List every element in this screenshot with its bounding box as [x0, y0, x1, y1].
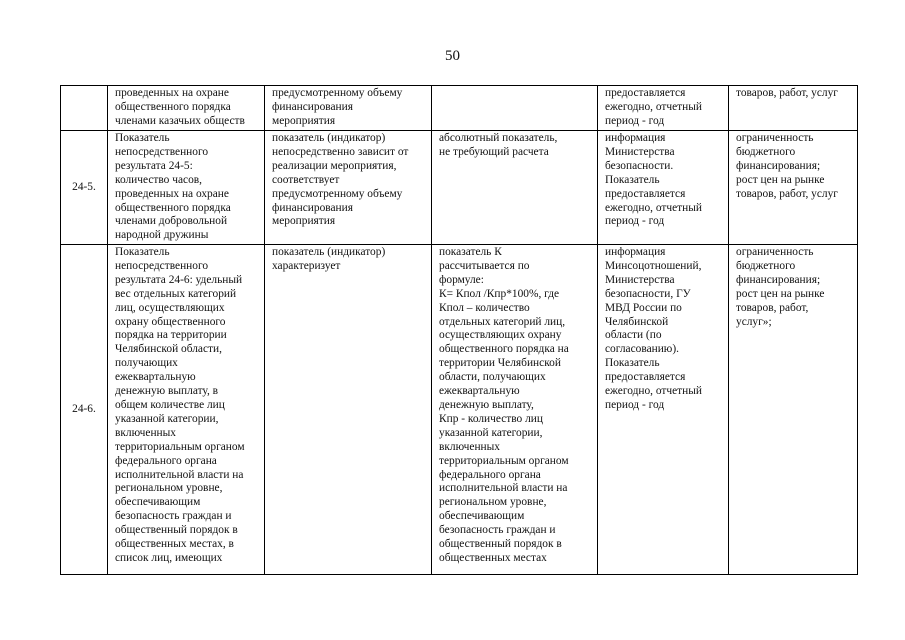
- indicator-cell: проведенных на охране общественного порядка членами казачьих обществ: [108, 86, 265, 131]
- risks-cell: ограниченность бюджетного финансирования; рост цен на рынке товаров, работ, услуг»;: [729, 245, 858, 575]
- source-cell: информация Министерства безопасности. Показатель предоставляется ежегодно, отчетный период - год: [598, 131, 729, 245]
- row-number-cell: 24-6.: [61, 245, 108, 575]
- indicator-cell: Показатель непосредственного результата 24-6: удельный вес отдельных категорий лиц, осуществляющих охрану общественного порядка на территории Челябинской области, получающих ежеквартальную денежную выплату, в общем количестве лиц указанной категории, включенных территориальным органом федерального органа исполнительной власти на региональном уровне, обеспечивающим безопасность граждан и общественный порядок в общественных местах, в список лиц, имеющих: [108, 245, 265, 575]
- row-number-cell: 24-5.: [61, 131, 108, 245]
- source-cell: предоставляется ежегодно, отчетный период - год: [598, 86, 729, 131]
- source-cell: информация Минсоцотношений, Министерства безопасности, ГУ МВД России по Челябинской области (по согласованию). Показатель предоставляется ежегодно, отчетный период - год: [598, 245, 729, 575]
- description-cell: предусмотренному объему финансирования мероприятия: [265, 86, 432, 131]
- table-row: [61, 245, 858, 575]
- table-row: [61, 131, 858, 245]
- description-cell: показатель (индикатор) характеризует: [265, 245, 432, 575]
- indicator-cell: Показатель непосредственного результата 24-5: количество часов, проведенных на охране общественного порядка членами добровольной народной дружины: [108, 131, 265, 245]
- page-number: 50: [445, 48, 460, 64]
- table-row: [61, 86, 858, 131]
- method-cell: показатель К рассчитывается по формуле: К= Кпол /Кпр*100%, где Кпол – количество отдельных категорий лиц, осуществляющих охрану общественного порядка на территории Челябинской области, получающих ежеквартальную денежную выплату, Кпр - количество лиц указанной категории, включенных территориальным органом федерального органа исполнительной власти на региональном уровне, обеспечивающим безопасность граждан и общественный порядок в общественных местах: [432, 245, 598, 575]
- indicators-table: [60, 85, 858, 575]
- row-number-cell: [61, 86, 108, 131]
- risks-cell: ограниченность бюджетного финансирования; рост цен на рынке товаров, работ, услуг: [729, 131, 858, 245]
- method-cell: абсолютный показатель, не требующий расчета: [432, 131, 598, 245]
- risks-cell: товаров, работ, услуг: [729, 86, 858, 131]
- method-cell: [432, 86, 598, 131]
- description-cell: показатель (индикатор) непосредственно зависит от реализации мероприятия, соответствует предусмотренному объему финансирования мероприятия: [265, 131, 432, 245]
